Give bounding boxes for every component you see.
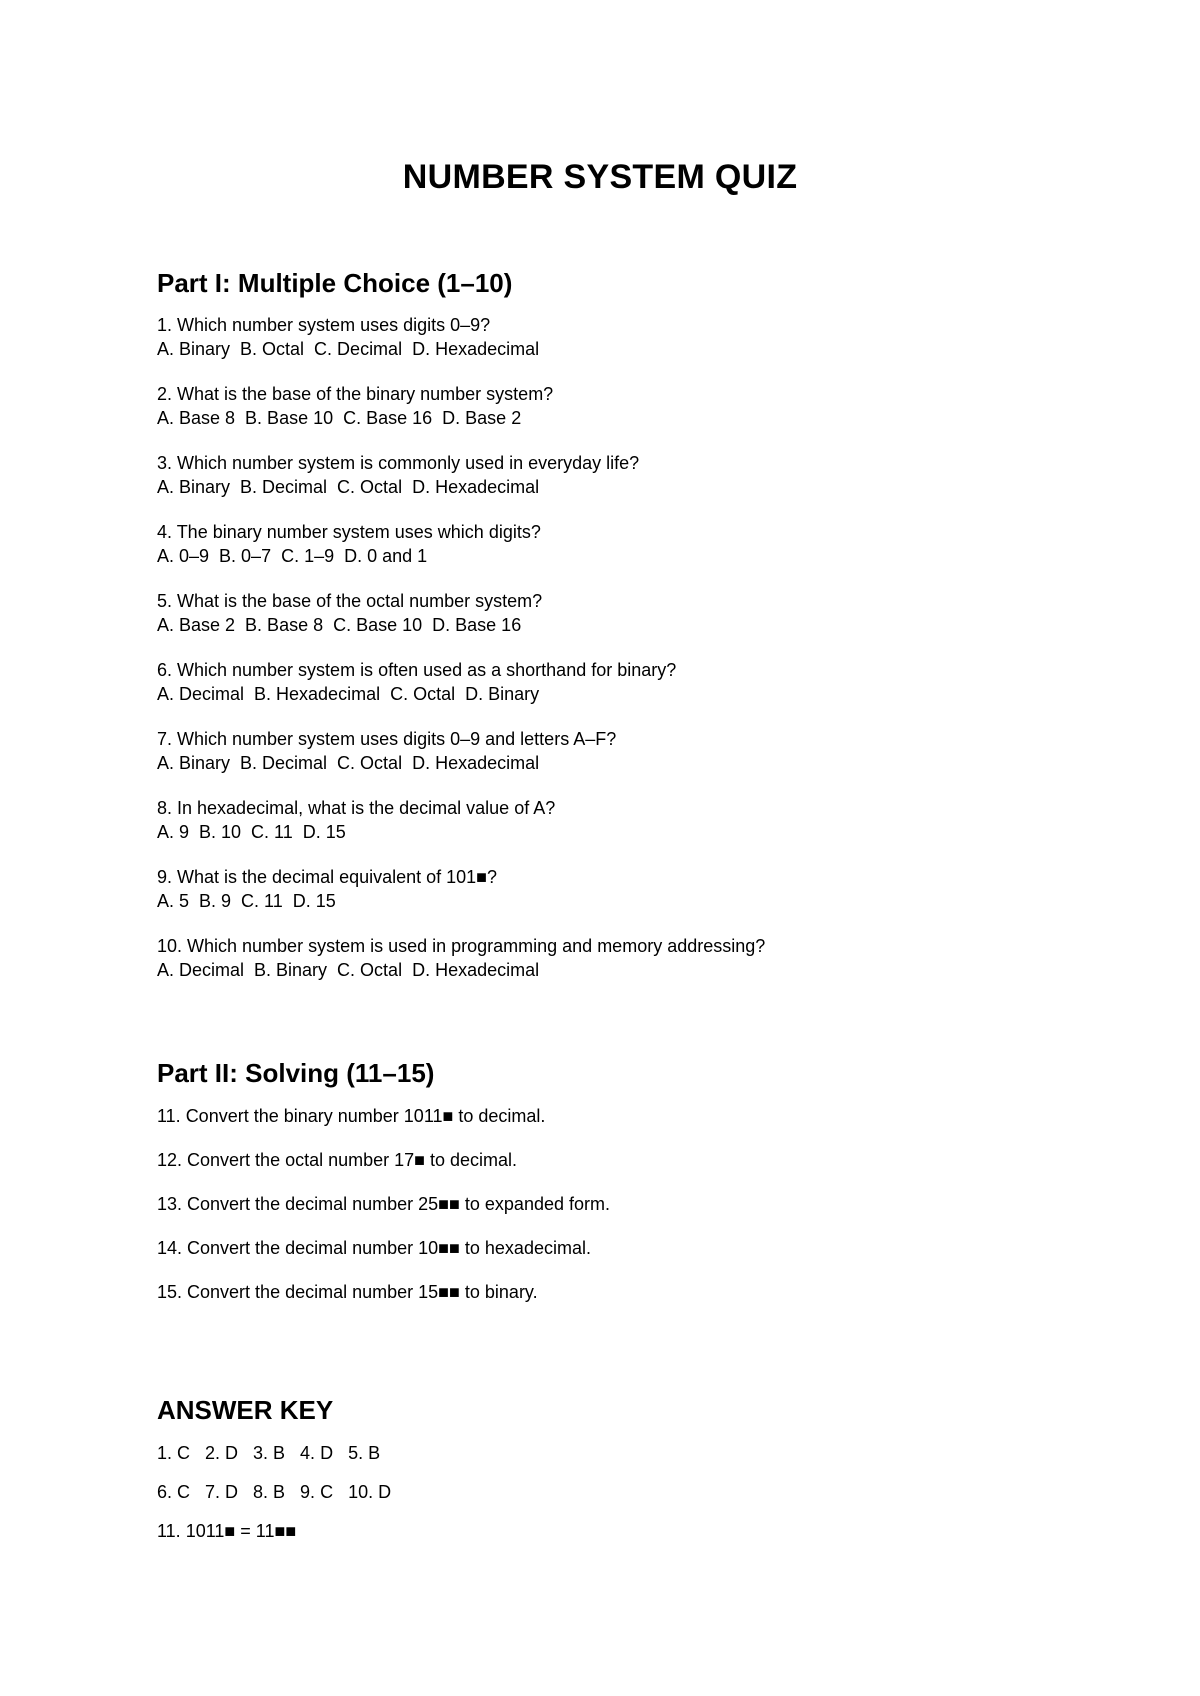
question-options: A. 9 B. 10 C. 11 D. 15 xyxy=(157,822,346,842)
question-options: A. 5 B. 9 C. 11 D. 15 xyxy=(157,891,336,911)
answer-key-line: 11. 1011■ = 11■■ xyxy=(157,1521,297,1541)
solving-item: 12. Convert the octal number 17■ to decimal. xyxy=(157,1150,518,1170)
answer-key-heading: ANSWER KEY xyxy=(157,1395,334,1425)
question-text: 6. Which number system is often used as a shorthand for binary? xyxy=(157,660,677,680)
question-text: 10. Which number system is used in programming and memory addressing? xyxy=(157,936,766,956)
question-text: 3. Which number system is commonly used in everyday life? xyxy=(157,453,640,473)
page-title: NUMBER SYSTEM QUIZ xyxy=(402,158,798,196)
question-text: 8. In hexadecimal, what is the decimal value of A? xyxy=(157,798,556,818)
question-options: A. Binary B. Decimal C. Octal D. Hexadecimal xyxy=(157,753,540,773)
question-options: A. Decimal B. Binary C. Octal D. Hexadecimal xyxy=(157,960,540,980)
question-options: A. Binary B. Decimal C. Octal D. Hexadecimal xyxy=(157,477,540,497)
solving-item: 15. Convert the decimal number 15■■ to binary. xyxy=(157,1282,538,1302)
question-text: 9. What is the decimal equivalent of 101■? xyxy=(157,867,498,887)
question-text: 5. What is the base of the octal number system? xyxy=(157,591,543,611)
question-text: 1. Which number system uses digits 0–9? xyxy=(157,315,491,335)
question-text: 4. The binary number system uses which digits? xyxy=(157,522,541,542)
question-options: A. Base 8 B. Base 10 C. Base 16 D. Base 2 xyxy=(157,408,522,428)
question-options: A. Binary B. Octal C. Decimal D. Hexadecimal xyxy=(157,339,540,359)
part2-heading: Part II: Solving (11–15) xyxy=(157,1058,435,1088)
answer-key-line: 1. C 2. D 3. B 4. D 5. B xyxy=(157,1443,381,1463)
question-options: A. Decimal B. Hexadecimal C. Octal D. Binary xyxy=(157,684,540,704)
question-options: A. Base 2 B. Base 8 C. Base 10 D. Base 16 xyxy=(157,615,522,635)
part1-heading: Part I: Multiple Choice (1–10) xyxy=(157,268,513,298)
solving-item: 14. Convert the decimal number 10■■ to hexadecimal. xyxy=(157,1238,591,1258)
solving-item: 11. Convert the binary number 1011■ to decimal. xyxy=(157,1106,546,1126)
question-text: 2. What is the base of the binary number system? xyxy=(157,384,554,404)
solving-item: 13. Convert the decimal number 25■■ to expanded form. xyxy=(157,1194,610,1214)
question-text: 7. Which number system uses digits 0–9 and letters A–F? xyxy=(157,729,617,749)
question-options: A. 0–9 B. 0–7 C. 1–9 D. 0 and 1 xyxy=(157,546,428,566)
answer-key-line: 6. C 7. D 8. B 9. C 10. D xyxy=(157,1482,392,1502)
